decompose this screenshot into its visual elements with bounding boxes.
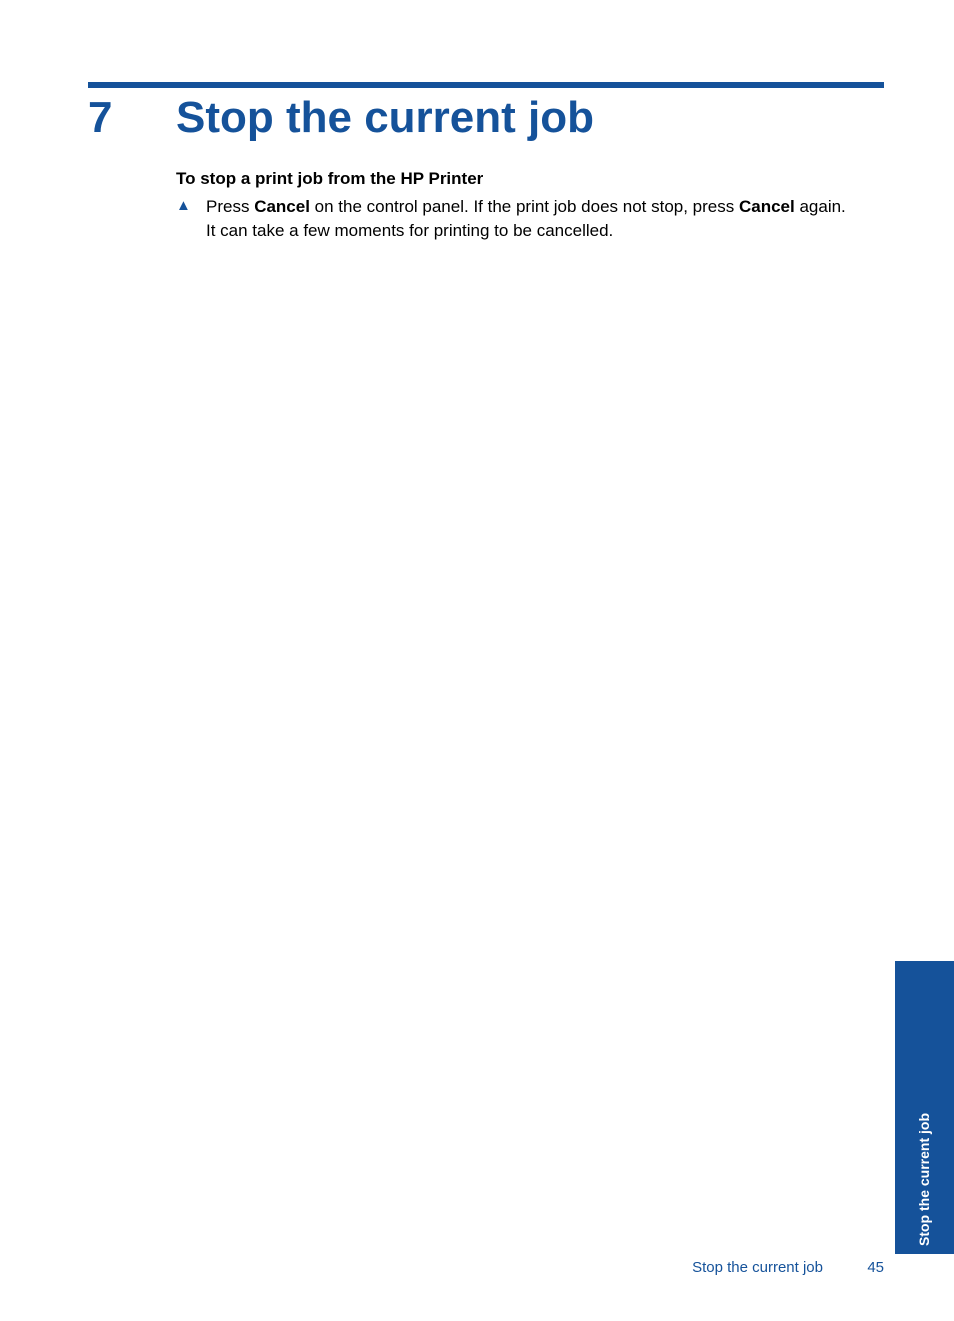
cancel-key-label-2: Cancel <box>738 197 795 216</box>
step-line-1 <box>206 195 888 219</box>
step-text-part-1: Press <box>206 197 255 216</box>
chapter-title: Stop the current job <box>176 93 594 142</box>
step-text-part-2: on the control panel. If the print job does not stop, press <box>309 197 739 216</box>
footer-page-number: 45 <box>867 1259 884 1276</box>
side-tab-label: Stop the current job <box>916 1113 932 1246</box>
step-line-2: It can take a few moments for printing to be cancelled. <box>206 221 614 240</box>
step-text <box>206 195 888 243</box>
triangle-bullet-icon: ▲ <box>176 197 191 214</box>
footer-section-title: Stop the current job <box>692 1259 823 1276</box>
procedure-heading: To stop a print job from the HP Printer <box>176 169 484 188</box>
step-text-part-3: again. <box>794 197 846 216</box>
chapter-top-rule <box>88 82 884 88</box>
cancel-key-label-1: Cancel <box>254 197 310 216</box>
chapter-side-tab <box>895 961 954 1254</box>
chapter-number: 7 <box>88 93 113 142</box>
